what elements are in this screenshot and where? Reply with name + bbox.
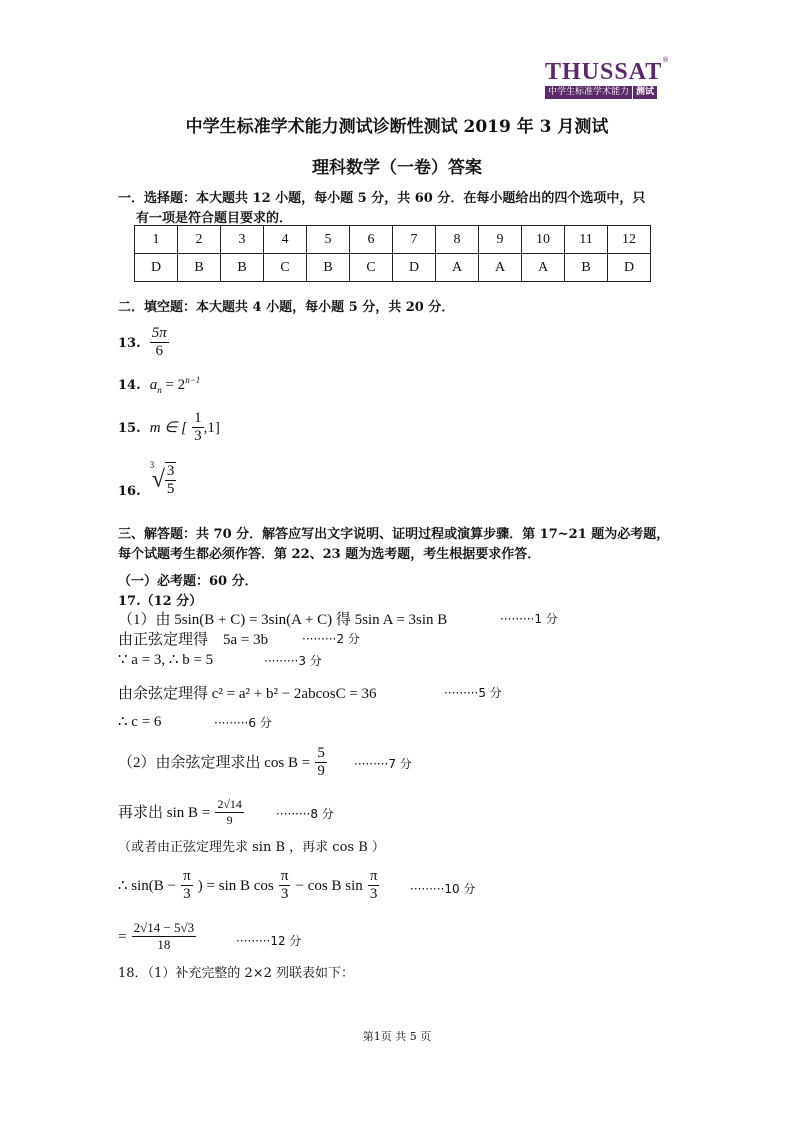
final-equals: = bbox=[118, 929, 127, 945]
q17-line-text: ∵ a = 3, ∴ b = 5 bbox=[118, 652, 214, 668]
part2-text: （2）由余弦定理求出 cos B = bbox=[118, 755, 311, 771]
question-number-cell: 11 bbox=[565, 226, 608, 254]
answer-cell: C bbox=[264, 254, 307, 282]
q14-label: 14. bbox=[118, 378, 141, 393]
answer-table-number-row bbox=[135, 226, 651, 254]
question-number-cell: 6 bbox=[350, 226, 393, 254]
q17-line-score: ·········5 分 bbox=[444, 686, 502, 700]
q15-suffix: ,1] bbox=[203, 420, 220, 436]
sinB-line bbox=[118, 797, 244, 828]
final-fraction bbox=[132, 920, 197, 953]
part2-denominator: 9 bbox=[317, 763, 325, 779]
q14-expression bbox=[150, 377, 201, 393]
answer-cell: D bbox=[135, 254, 178, 282]
answer-table-answer-row bbox=[135, 254, 651, 282]
expansion-frac-3 bbox=[368, 868, 380, 903]
expansion-prefix: ∴ sin(B − bbox=[118, 878, 177, 894]
q17-line-text: 由余弦定理得 c² = a² + b² − 2abcosC = 36 bbox=[118, 686, 377, 702]
final-denominator: 18 bbox=[157, 937, 171, 952]
frac1-numerator: π bbox=[183, 868, 191, 884]
q15-answer bbox=[118, 410, 220, 445]
q16-radical bbox=[149, 460, 177, 498]
question-number-cell: 1 bbox=[135, 226, 178, 254]
section3-heading-line1: 三、解答题：共 70 分．解答应写出文字说明、证明过程或演算步骤．第 17~21 题为必考题， bbox=[118, 527, 670, 542]
expansion-score: ·········10 分 bbox=[410, 882, 476, 896]
part2-fraction bbox=[315, 745, 327, 780]
expansion-frac-1 bbox=[181, 868, 193, 903]
logo-tagline-left: 中学生标准学术能力 bbox=[545, 86, 632, 99]
section1-heading-line1: 一．选择题：本大题共 12 小题，每小题 5 分，共 60 分．在每小题给出的四个选项中，只 bbox=[118, 191, 646, 206]
answer-cell: A bbox=[479, 254, 522, 282]
answer-cell: D bbox=[393, 254, 436, 282]
q14-subscript: n bbox=[157, 385, 162, 395]
section2-heading: 二．填空题：本大题共 4 小题，每小题 5 分，共 20 分． bbox=[118, 300, 455, 315]
question-number-cell: 2 bbox=[178, 226, 221, 254]
q17-line-text: （1）由 5sin(B + C) = 3sin(A + C) 得 5sin A = 3sin B bbox=[118, 612, 448, 628]
sinB-denominator: 9 bbox=[226, 813, 233, 827]
frac3-denominator: 3 bbox=[369, 886, 378, 902]
q16-numerator: 3 bbox=[166, 463, 175, 479]
question-number-cell: 4 bbox=[264, 226, 307, 254]
answer-cell: A bbox=[436, 254, 479, 282]
q13-fraction bbox=[150, 325, 169, 360]
thussat-logo bbox=[545, 56, 669, 99]
q16-fraction bbox=[165, 462, 177, 498]
final-result-line bbox=[118, 920, 196, 953]
logo-wordmark: THUSSAT bbox=[545, 59, 663, 85]
q15-prefix: m ∈ [ bbox=[149, 420, 187, 436]
q14-exponent: n−1 bbox=[185, 375, 201, 385]
question-number-cell: 9 bbox=[479, 226, 522, 254]
part2-numerator: 5 bbox=[317, 745, 325, 761]
page-title: 中学生标准学术能力测试诊断性测试 2019 年 3 月测试 bbox=[185, 117, 609, 137]
question-number-cell: 7 bbox=[393, 226, 436, 254]
q15-numerator: 1 bbox=[194, 410, 202, 426]
sinB-fraction bbox=[215, 797, 244, 828]
q15-label: 15. bbox=[118, 421, 141, 436]
expansion-middle: ) = sin B cos bbox=[197, 878, 274, 894]
page-footer: 第1页 共 5 页 bbox=[362, 1030, 432, 1043]
q17-line-score: ·········2 分 bbox=[302, 632, 360, 646]
answer-cell: A bbox=[522, 254, 565, 282]
q17-line-text: 由正弦定理得 5a = 3b bbox=[118, 632, 269, 648]
sinB-score: ·········8 分 bbox=[276, 807, 334, 821]
answer-cell: B bbox=[565, 254, 608, 282]
section3-heading-line2: 每个试题考生都必须作答．第 22、23 题为选考题，考生根据要求作答． bbox=[118, 547, 541, 562]
q14-equals: = 2 bbox=[165, 377, 186, 393]
question-number-cell: 10 bbox=[522, 226, 565, 254]
question-number-cell: 5 bbox=[307, 226, 350, 254]
expansion-middle-2: − cos B sin bbox=[295, 878, 363, 894]
final-score: ·········12 分 bbox=[236, 934, 302, 948]
q14-answer bbox=[118, 374, 200, 395]
q16-label: 16. bbox=[118, 483, 141, 499]
section3-subheading: （一）必考题：60 分． bbox=[118, 574, 258, 589]
answer-cell: B bbox=[307, 254, 350, 282]
section1-heading-line2: 有一项是符合题目要求的． bbox=[136, 211, 293, 226]
frac3-numerator: π bbox=[369, 868, 378, 884]
expansion-frac-2 bbox=[279, 868, 291, 903]
q15-denominator: 3 bbox=[194, 428, 202, 444]
question-number-cell: 12 bbox=[608, 226, 651, 254]
q17-line-score: ·········1 分 bbox=[500, 612, 558, 626]
logo-tagline bbox=[545, 86, 665, 99]
q17-part2-line bbox=[118, 745, 327, 780]
answer-cell: C bbox=[350, 254, 393, 282]
root-sign-icon: √ bbox=[151, 466, 165, 493]
logo-registered-mark: ® bbox=[662, 56, 669, 64]
answer-cell: D bbox=[608, 254, 651, 282]
answer-table bbox=[134, 225, 651, 282]
q13-label: 13. bbox=[118, 336, 141, 351]
q17-line-score: ·········3 分 bbox=[264, 654, 322, 668]
frac1-denominator: 3 bbox=[183, 886, 191, 902]
q14-base: a bbox=[149, 377, 158, 393]
answer-cell: B bbox=[221, 254, 264, 282]
q13-numerator: 5π bbox=[151, 325, 167, 341]
frac2-numerator: π bbox=[280, 868, 289, 884]
expansion-line bbox=[118, 868, 379, 903]
q17-line-score: ·········6 分 bbox=[214, 716, 272, 730]
answer-cell: B bbox=[178, 254, 221, 282]
final-numerator: 2√14 − 5√3 bbox=[133, 920, 195, 935]
q18-heading: 18．（1）补充完整的 2×2 列联表如下： bbox=[118, 966, 355, 981]
sinB-text: 再求出 sin B = bbox=[118, 805, 211, 821]
q17-heading: 17.（12 分） bbox=[118, 594, 203, 609]
part2-score: ·········7 分 bbox=[354, 757, 412, 771]
q16-root-index: 3 bbox=[149, 460, 155, 470]
q16-answer bbox=[118, 462, 176, 498]
q16-denominator: 5 bbox=[166, 481, 175, 497]
sinB-numerator: 2√14 bbox=[217, 797, 242, 811]
question-number-cell: 8 bbox=[436, 226, 479, 254]
frac2-denominator: 3 bbox=[280, 886, 289, 902]
page-subtitle: 理科数学（一卷）答案 bbox=[312, 158, 482, 178]
q15-fraction bbox=[192, 410, 204, 445]
question-number-cell: 3 bbox=[221, 226, 264, 254]
q13-answer bbox=[118, 325, 169, 360]
alternative-note: （或者由正弦定理先求 sin B ，再求 cos B ） bbox=[118, 840, 385, 855]
logo-tagline-right: 测试 bbox=[633, 86, 657, 99]
q13-denominator: 6 bbox=[155, 343, 163, 359]
q17-line-text: ∴ c = 6 bbox=[118, 714, 162, 730]
